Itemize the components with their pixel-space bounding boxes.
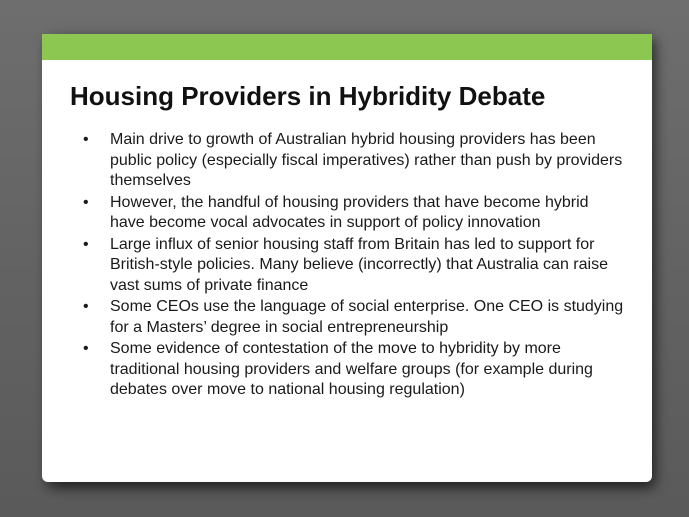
- bullet-list: [82, 130, 627, 402]
- bullet-dot-icon: •: [83, 340, 89, 357]
- bullet-text: Some CEOs use the language of social enterprise. One CEO is studying for a Masters’ degree in social entrepreneurship: [110, 298, 624, 336]
- bullet-item: [82, 297, 627, 338]
- bullet-dot-icon: •: [83, 193, 89, 211]
- bullet-text: However, the handful of housing providers that have become hybrid have become vocal advocates in support of policy innovation: [110, 193, 589, 231]
- bullet-dot-icon: •: [83, 298, 89, 315]
- bullet-dot-icon: •: [83, 131, 89, 148]
- bullet-text: Large influx of senior housing staff from Britain has led to support for British-style policies. Many believe (incorrectly) that Australia can raise vast sums of private finance: [110, 235, 608, 294]
- slide: [42, 34, 652, 482]
- bullet-item: [82, 130, 627, 192]
- bullet-dot-icon: •: [83, 235, 89, 253]
- bullet-item: [82, 193, 627, 234]
- accent-bar: [42, 34, 652, 60]
- bullet-text: Main drive to growth of Australian hybrid housing providers has been public policy (especially fiscal imperatives) rather than push by providers themselves: [110, 131, 623, 189]
- slide-title: Housing Providers in Hybridity Debate: [70, 81, 546, 111]
- bullet-text: Some evidence of contestation of the move to hybridity by more traditional housing providers and welfare groups (for example during debates over move to national housing regulation): [110, 340, 593, 398]
- bullet-item: [82, 339, 627, 401]
- bullet-item: [82, 235, 627, 297]
